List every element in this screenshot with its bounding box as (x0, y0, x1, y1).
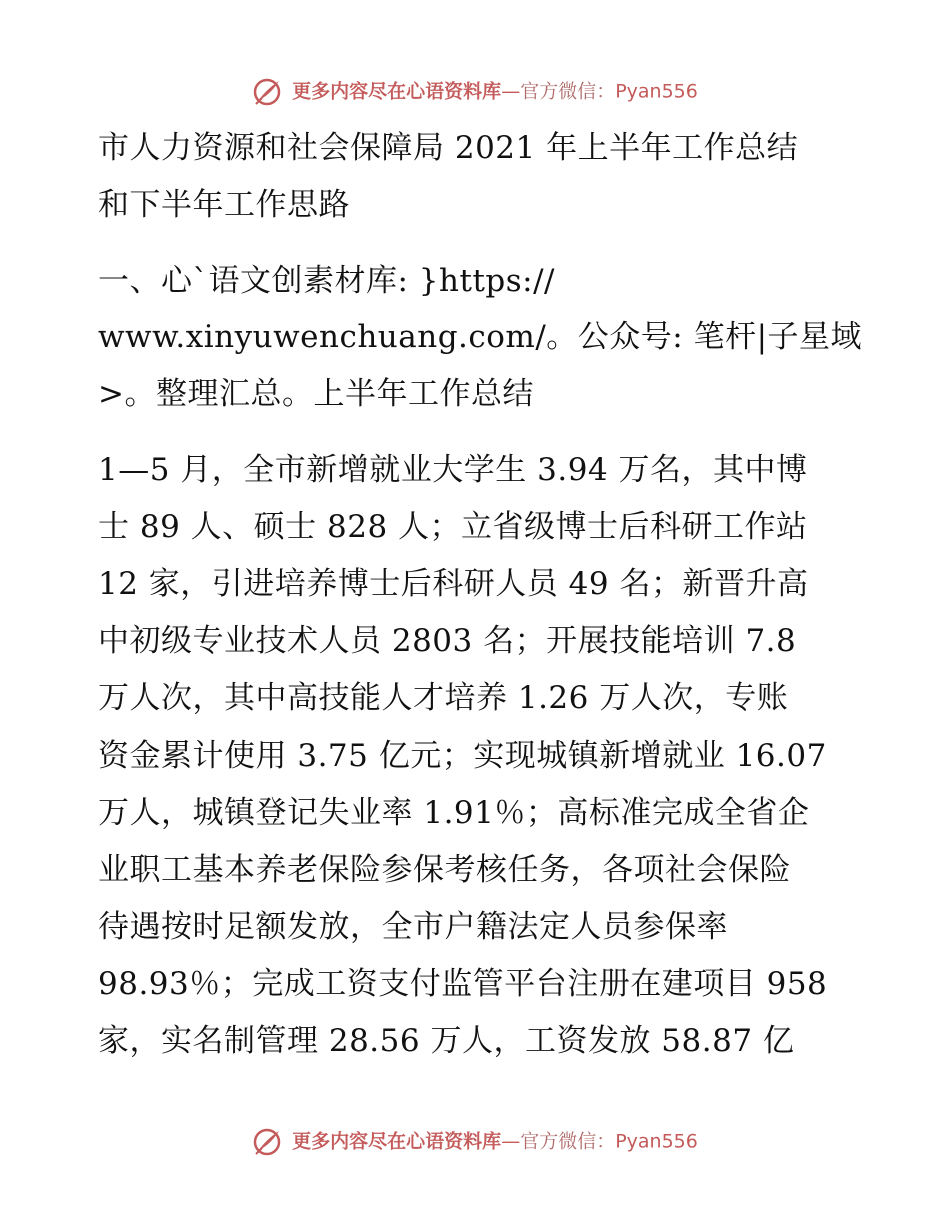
body-line-11: 家，实名制管理 28.56 万人，工资发放 58.87 亿 (98, 1023, 795, 1059)
watermark-wechat-id: Pyan556 (615, 80, 698, 103)
title-line-1: 市人力资源和社会保障局 2021 年上半年工作总结 (98, 130, 799, 166)
body-line-6: 资金累计使用 3.75 亿元；实现城镇新增就业 16.07 (98, 738, 827, 774)
watermark-official-label: 官方微信： (520, 1130, 616, 1153)
body-line-7: 万人，城镇登记失业率 1.91％；高标准完成全省企 (98, 795, 810, 831)
section-line-1: 一、心`语文创素材库: }https:// (98, 263, 555, 299)
section-line-2: www.xinyuwenchuang.com/。公众号: 笔杆|子星域 (98, 319, 863, 355)
body-line-4: 中初级专业技术人员 2803 名；开展技能培训 7.8 (98, 623, 797, 659)
body-line-5: 万人次，其中高技能人才培养 1.26 万人次，专账 (98, 680, 789, 716)
body-line-3: 12 家，引进培养博士后科研人员 49 名；新晋升高 (98, 566, 809, 602)
watermark-official-label: 官方微信： (520, 80, 616, 103)
watermark-dash: — (501, 1130, 521, 1153)
watermark-main-text: 更多内容尽在心语资料库 (292, 1130, 502, 1153)
watermark-wechat-id: Pyan556 (615, 1130, 698, 1153)
header-watermark (0, 76, 950, 107)
body-line-1: 1—5 月，全市新增就业大学生 3.94 万名，其中博 (98, 452, 808, 488)
footer-watermark (0, 1126, 950, 1157)
title-line-2: 和下半年工作思路 (98, 187, 350, 223)
watermark-dash: — (501, 80, 521, 103)
section-line-3: >。整理汇总。上半年工作总结 (98, 376, 534, 412)
body-line-8: 业职工基本养老保险参保考核任务，各项社会保险 (98, 852, 791, 888)
body-line-9: 待遇按时足额发放，全市户籍法定人员参保率 (98, 909, 728, 945)
body-line-2: 士 89 人、硕士 828 人；立省级博士后科研工作站 (98, 509, 808, 545)
watermark-main-text: 更多内容尽在心语资料库 (292, 80, 502, 103)
quill-logo-icon (252, 77, 282, 107)
body-line-10: 98.93％；完成工资支付监管平台注册在建项目 958 (98, 966, 828, 1002)
quill-logo-icon (252, 1127, 282, 1157)
